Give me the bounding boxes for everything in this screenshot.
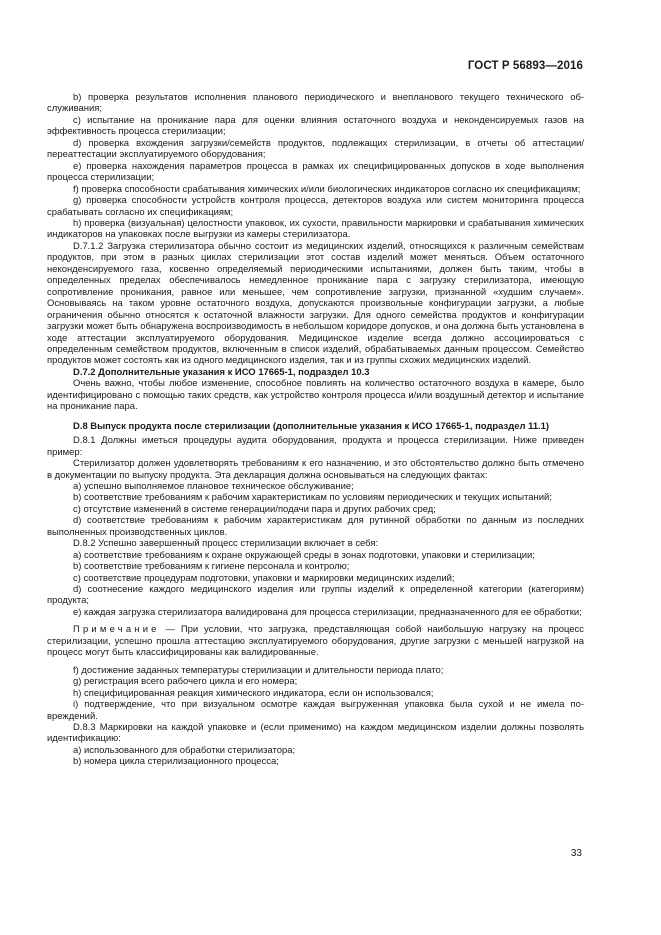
list-item: c) отсутствие изменений в системе генерации/подачи пара и других рабочих сред; <box>73 503 436 515</box>
page-body <box>47 92 584 768</box>
list-item: e) каждая загрузка стерилизатора валидирована для процесса стерилизации, предназначенного для ее обработки; <box>73 606 582 618</box>
paragraph: f) проверка способности срабатывания химических и/или биологических индикаторов согласно их спецификациям; <box>73 183 581 195</box>
paragraph: d) проверка вхождения загрузки/семейств продуктов, подлежащих стерилизации, в отчеты об аттестации/переаттестации эксплуатируемого оборудования; <box>47 137 584 161</box>
paragraph: b) проверка результатов исполнения планового периодического и внепланового текущего технического обслуживания; <box>47 92 584 115</box>
note-text: — При условии, что загрузка, представляющая собой наибольшую нагрузку на процесс стерилизации, успешно прошла аттестацию эксплуатируемого оборудования, другие загрузки с меньшей нагрузкой на процесс могут быть классифицированы как валидированные. <box>47 624 584 659</box>
list-item: b) соответствие требованиям к гигиене персонала и контролю; <box>73 561 350 573</box>
list-item: a) использованного для обработки стерилизатора; <box>73 744 296 756</box>
paragraph: Очень важно, чтобы любое изменение, способное повлиять на количество остаточного воздуха в камере, было идентифицировано с помощью таких средств, как устройство контроля процесса и/или воздушный детектор и испытание на проникание пара. <box>47 378 584 413</box>
note-label: Примечание <box>73 624 160 636</box>
list-item: i) подтверждение, что при визуальном осмотре каждая выгруженная упаковка была сухой и не имела повреждений. <box>47 699 584 722</box>
list-item: d) соответствие требованиям к рабочим характеристикам для рутинной обработки по данным из последних выполненных производственных циклов. <box>47 515 584 538</box>
paragraph: c) испытание на проникание пара для оценки влияния остаточного воздуха и неконденсируемых газов на эффективность процесса стерилизации; <box>47 114 584 138</box>
paragraph: D.8.2 Успешно завершенный процесс стерилизации включает в себя: <box>73 538 379 550</box>
list-item: f) достижение заданных температуры стерилизации и длительности периода плато; <box>73 664 444 676</box>
paragraph: D.8.1 Должны иметься процедуры аудита оборудования, продукта и процесса стерилизации. Ниже приведен пример: <box>47 435 584 458</box>
paragraph: D.7.1.2 Загрузка стерилизатора обычно состоит из медицинских изделий, относящихся к различным семействам продуктов, при этом в разных циклах стерилизации этот состав изделий может меняться. Объем остаточного неконденсируемого газа, косвенно определяемый периодическими испытаниями, должен быть таким, чтобы в определенных пределах обеспечивалось немедленное проникание пара с загрузку стерилизатора, имеющую сопротивление проникания, равное или меньшее, чем сопротивление загрузки, признанной «худшим случаем». Основываясь на таком уровне остаточного воздуха, допускаются произвольные конфигурации загрузки, а любые ограничения обычно относятся к остаточной влажности загрузки. Для одного семейства продуктов и конфигурации загрузки может быть обнаружена воспроизводимость в небольшом коридоре допусков, и она должна быть установлена в ходе аттестации эксплуатируемого оборудования. Медицинское изделие всегда должно ассоциироваться с определенным семейством продуктов, включенным в список изделий, обрабатываемых данным процессом. Семейство продуктов может состоять как из одного медицинского изделия, так и из группы схожих медицинских изделий. <box>47 240 584 367</box>
note <box>47 624 584 658</box>
list-item: g) регистрация всего рабочего цикла и его номера; <box>73 676 298 688</box>
list-item: a) успешно выполняемое плановое техническое обслуживание; <box>73 480 354 492</box>
list-item: c) соответствие процедурам подготовки, упаковки и маркировки медицинских изделий; <box>73 572 455 584</box>
standard-designation: ГОСТ Р 56893—2016 <box>467 60 583 72</box>
paragraph: e) проверка нахождения параметров процесса в рамках их специфицированных допусков в ходе выполнения процесса стерилизации; <box>47 160 584 184</box>
list-item: h) специфицированная реакция химического индикатора, если он использовался; <box>73 687 434 699</box>
list-item: a) соответствие требованиям к охране окружающей среды в зонах подготовки, упаковки и стерилизации; <box>73 549 535 561</box>
paragraph: D.8.3 Маркировки на каждой упаковке и (если применимо) на каждом медицинском изделии должны позволять идентификацию: <box>47 722 584 745</box>
section-heading-d72: D.7.2 Дополнительные указания к ИСО 17665-1, подраздел 10.3 <box>73 366 370 378</box>
list-item: d) соотнесение каждого медицинского изделия или группы изделий к определенной категории (категориям) продукта; <box>47 584 584 607</box>
list-item: b) соответствие требованиям к рабочим характеристикам по условиям периодических и текущих испытаний; <box>73 492 552 504</box>
paragraph: Стерилизатор должен удовлетворять требованиям к его назначению, и это обстоятельство должно быть отмечено в документации по выпуску продукта. Эта декларация должна основываться на следующих фактах: <box>47 458 584 481</box>
section-heading-d8: D.8 Выпуск продукта после стерилизации (дополнительные указания к ИСО 17665-1, подраздел 11.1) <box>73 420 550 432</box>
page-number: 33 <box>570 848 582 859</box>
list-item: b) номера цикла стерилизационного процесса; <box>73 756 279 768</box>
paragraph: h) проверка (визуальная) целостности упаковок, их сухости, правильности маркировки и срабатывания химических индикаторов на упаковках после выгрузки из камеры стерилизатора. <box>47 217 584 241</box>
paragraph: g) проверка способности устройств контроля процесса, детекторов воздуха или систем мониторинга процесса срабатывать согласно их спецификациям; <box>47 195 584 218</box>
